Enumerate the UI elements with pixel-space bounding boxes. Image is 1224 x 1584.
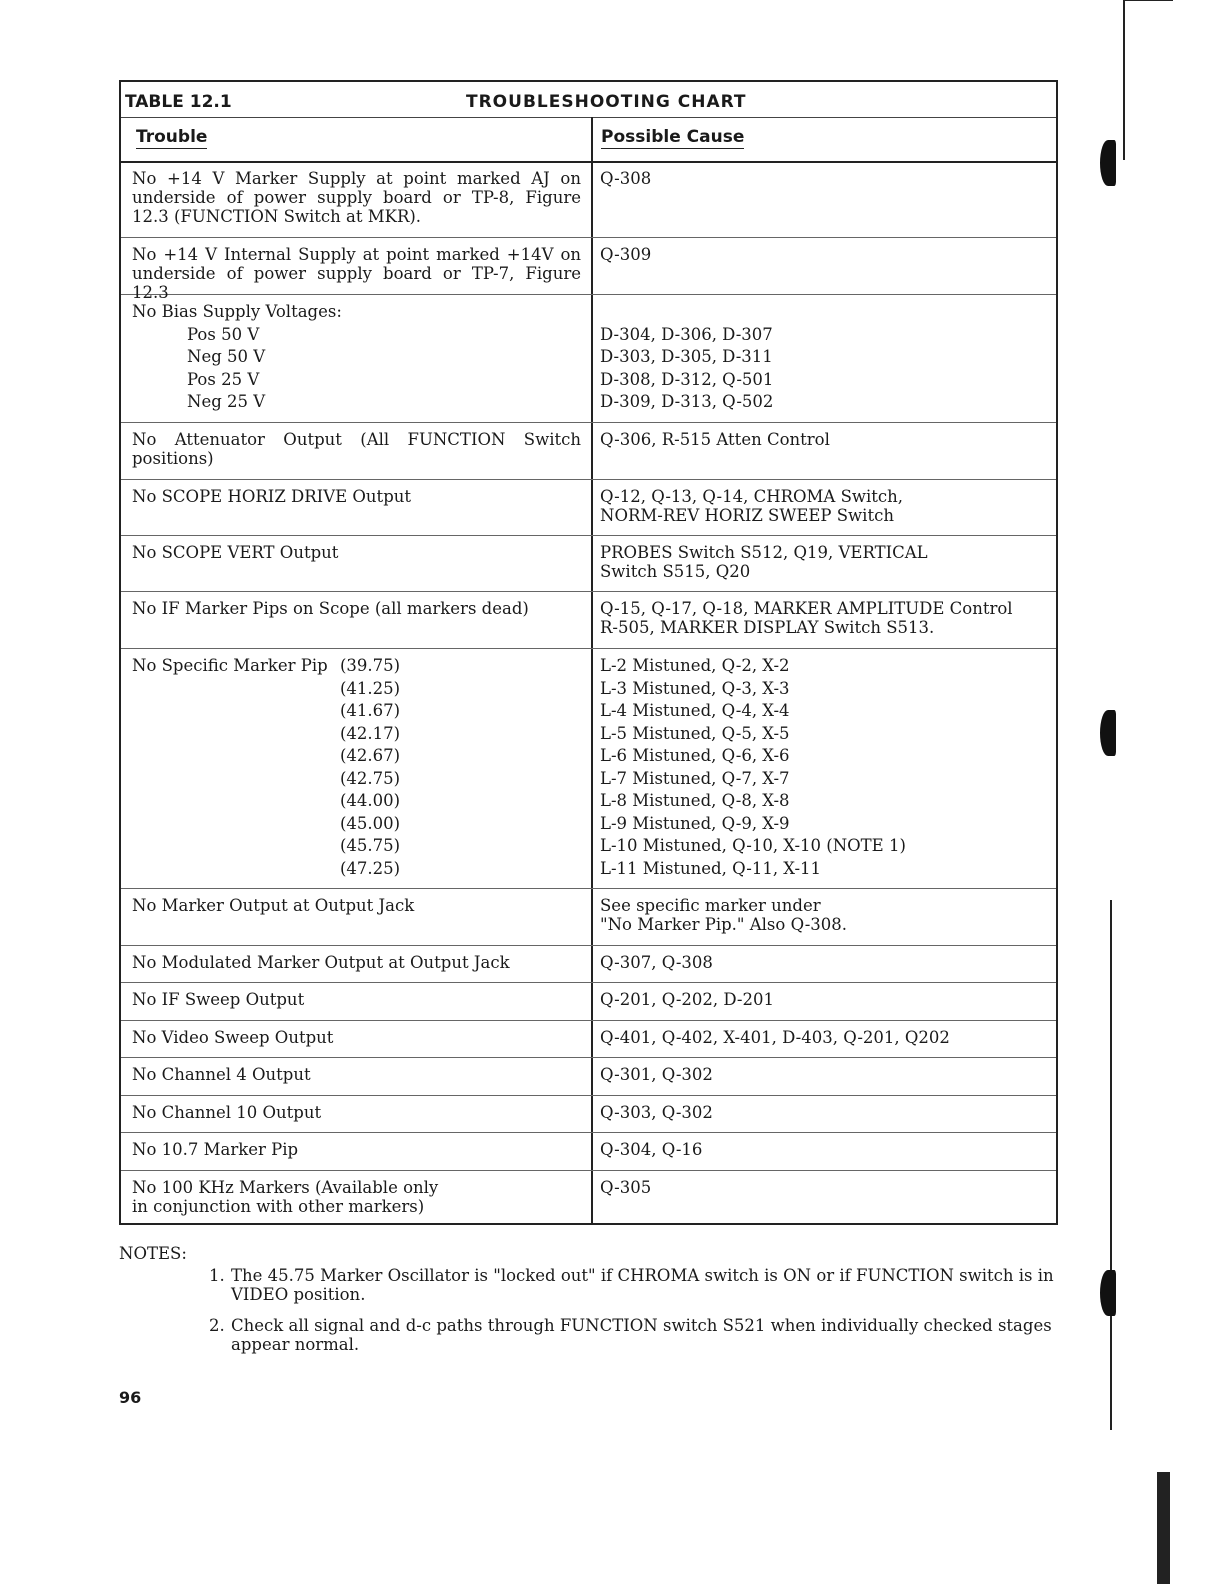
- table-row: [121, 237, 1056, 302]
- bias-label: Pos 50 V: [187, 324, 260, 344]
- cause-cell: Q-305: [600, 1178, 652, 1197]
- troubleshooting-table: [119, 80, 1058, 1225]
- pip-cause: L-5 Mistuned, Q-5, X-5: [600, 723, 790, 743]
- cause-cell: [600, 487, 1050, 525]
- trouble-cell: No Attenuator Output (All FUNCTION Switch positions): [132, 430, 581, 468]
- table-row: [121, 161, 1056, 238]
- trouble-cell: No SCOPE HORIZ DRIVE Output: [132, 487, 412, 506]
- table-row: [121, 294, 1056, 423]
- cause-cell: Q-307, Q-308: [600, 953, 713, 972]
- column-header-cause: Possible Cause: [601, 127, 745, 147]
- note-number: 2.: [209, 1316, 225, 1335]
- pip-frequency: (45.00): [340, 813, 401, 833]
- trouble-cell: [132, 1178, 581, 1216]
- cause-cell: [600, 543, 1050, 581]
- note-text: The 45.75 Marker Oscillator is "locked out" if CHROMA switch is ON or if FUNCTION switch is in VIDEO position.: [231, 1266, 1054, 1304]
- cause-line: Q-15, Q-17, Q-18, MARKER AMPLITUDE Control: [600, 599, 1013, 618]
- cause-cell: [600, 324, 1050, 414]
- pip-first-line: [132, 655, 581, 678]
- cause-line: PROBES Switch S512, Q19, VERTICAL: [600, 543, 928, 562]
- note-item: [209, 1316, 1059, 1354]
- table-title-row: [121, 82, 1056, 118]
- trouble-cell: No SCOPE VERT Output: [132, 543, 339, 562]
- pip-cause: L-10 Mistuned, Q-10, X-10 (NOTE 1): [600, 836, 906, 855]
- bias-label: Neg 25 V: [187, 392, 266, 411]
- cause-cell: Q-201, Q-202, D-201: [600, 990, 774, 1009]
- pip-frequency: (42.17): [340, 723, 401, 743]
- table-row: [121, 1057, 1056, 1096]
- pip-cause: L-3 Mistuned, Q-3, X-3: [600, 678, 790, 698]
- cause-line: "No Marker Pip." Also Q-308.: [600, 915, 848, 934]
- table-row: [121, 479, 1056, 536]
- pip-frequency: (42.75): [340, 768, 401, 788]
- binder-hole-mark: [1100, 140, 1116, 186]
- cause-line: Switch S515, Q20: [600, 562, 751, 581]
- cause-cell: Q-304, Q-16: [600, 1140, 703, 1159]
- cause-line: NORM-REV HORIZ SWEEP Switch: [600, 506, 894, 525]
- bias-label: Pos 25 V: [187, 369, 260, 389]
- pip-cause: L-2 Mistuned, Q-2, X-2: [600, 656, 790, 675]
- cause-cell: Q-401, Q-402, X-401, D-403, Q-201, Q202: [600, 1028, 950, 1047]
- pip-frequency: (42.67): [340, 746, 401, 765]
- table-row: [121, 1170, 1056, 1223]
- cause-line: Q-12, Q-13, Q-14, CHROMA Switch,: [600, 487, 904, 506]
- note-text: Check all signal and d-c paths through FUNCTION switch S521 when individually checked stages appear normal.: [231, 1316, 1052, 1354]
- pip-cause: L-7 Mistuned, Q-7, X-7: [600, 768, 790, 788]
- trouble-cell: No Marker Output at Output Jack: [132, 896, 415, 915]
- bias-cause: D-304, D-306, D-307: [600, 324, 773, 344]
- cause-cell: [600, 599, 1050, 637]
- note-item: [209, 1266, 1059, 1304]
- scan-edge-top: [1123, 0, 1173, 1]
- table-row: [121, 422, 1056, 480]
- table-id: TABLE 12.1: [125, 92, 232, 112]
- scan-edge-bar: [1157, 1472, 1170, 1584]
- cause-cell: [600, 896, 1050, 934]
- table-row: [121, 945, 1056, 983]
- table-title: TROUBLESHOOTING CHART: [466, 92, 747, 112]
- pip-frequency: (41.67): [340, 701, 401, 720]
- table-row: [121, 535, 1056, 592]
- bias-label: Neg 50 V: [187, 347, 266, 366]
- trouble-cell: No Channel 4 Output: [132, 1065, 311, 1084]
- notes-label: NOTES:: [119, 1244, 187, 1263]
- table-row: [121, 982, 1056, 1021]
- bias-cause: D-308, D-312, Q-501: [600, 369, 774, 389]
- pip-cause: L-6 Mistuned, Q-6, X-6: [600, 746, 790, 765]
- pip-cause: L-8 Mistuned, Q-8, X-8: [600, 791, 790, 810]
- trouble-cell: No Modulated Marker Output at Output Jack: [132, 953, 510, 972]
- table-row: [121, 1132, 1056, 1171]
- table-row: [121, 648, 1056, 889]
- bias-cause: D-303, D-305, D-311: [600, 347, 773, 366]
- cause-cell: [600, 655, 1050, 880]
- trouble-cell: No 10.7 Marker Pip: [132, 1140, 299, 1159]
- pip-frequency: (41.25): [340, 678, 401, 698]
- trouble-cell: No IF Marker Pips on Scope (all markers dead): [132, 599, 529, 618]
- table-row: [121, 888, 1056, 946]
- cause-cell: Q-309: [600, 245, 652, 264]
- note-number: 1.: [209, 1266, 225, 1285]
- table-header-row: [121, 117, 1056, 163]
- pip-cause: L-11 Mistuned, Q-11, X-11: [600, 858, 822, 878]
- pip-cause: L-4 Mistuned, Q-4, X-4: [600, 701, 790, 720]
- trouble-text: No Bias Supply Voltages:: [132, 302, 342, 321]
- pip-cause: L-9 Mistuned, Q-9, X-9: [600, 813, 790, 833]
- pip-frequency: (47.25): [340, 858, 401, 878]
- cause-line: See specific marker under: [600, 896, 821, 915]
- pip-frequency: (45.75): [340, 836, 401, 855]
- table-row: [121, 1020, 1056, 1058]
- page-number: 96: [119, 1388, 142, 1407]
- trouble-cell: No IF Sweep Output: [132, 990, 305, 1009]
- cause-cell: Q-306, R-515 Atten Control: [600, 430, 830, 449]
- table-row: [121, 1095, 1056, 1133]
- cause-cell: Q-308: [600, 169, 652, 188]
- binder-hole-mark: [1100, 1270, 1116, 1316]
- trouble-cell: [132, 301, 581, 414]
- trouble-cell: No +14 V Internal Supply at point marked +14V on underside of power supply board or TP-7, Figure 12.3: [132, 245, 581, 302]
- trouble-line: in conjunction with other markers): [132, 1197, 425, 1216]
- cause-cell: Q-301, Q-302: [600, 1065, 713, 1084]
- binder-hole-mark: [1100, 710, 1116, 756]
- column-header-trouble: Trouble: [136, 127, 208, 147]
- trouble-cell: No Channel 10 Output: [132, 1103, 322, 1122]
- trouble-line: No 100 KHz Markers (Available only: [132, 1178, 439, 1197]
- table-row: [121, 591, 1056, 649]
- trouble-cell: No +14 V Marker Supply at point marked AJ on underside of power supply board or TP-8, Figure 12.3 (FUNCTION Switch at MKR).: [132, 169, 581, 226]
- pip-frequency: (44.00): [340, 791, 401, 810]
- cause-line: R-505, MARKER DISPLAY Switch S513.: [600, 618, 935, 637]
- bias-cause: D-309, D-313, Q-502: [600, 392, 774, 411]
- scan-edge-line: [1123, 0, 1125, 160]
- trouble-cell: [132, 655, 581, 880]
- scan-edge-line: [1110, 900, 1112, 1430]
- cause-cell: Q-303, Q-302: [600, 1103, 713, 1122]
- trouble-cell: No Video Sweep Output: [132, 1028, 334, 1047]
- trouble-text: No Specific Marker Pip: [132, 656, 328, 675]
- pip-frequency: (39.75): [340, 656, 401, 675]
